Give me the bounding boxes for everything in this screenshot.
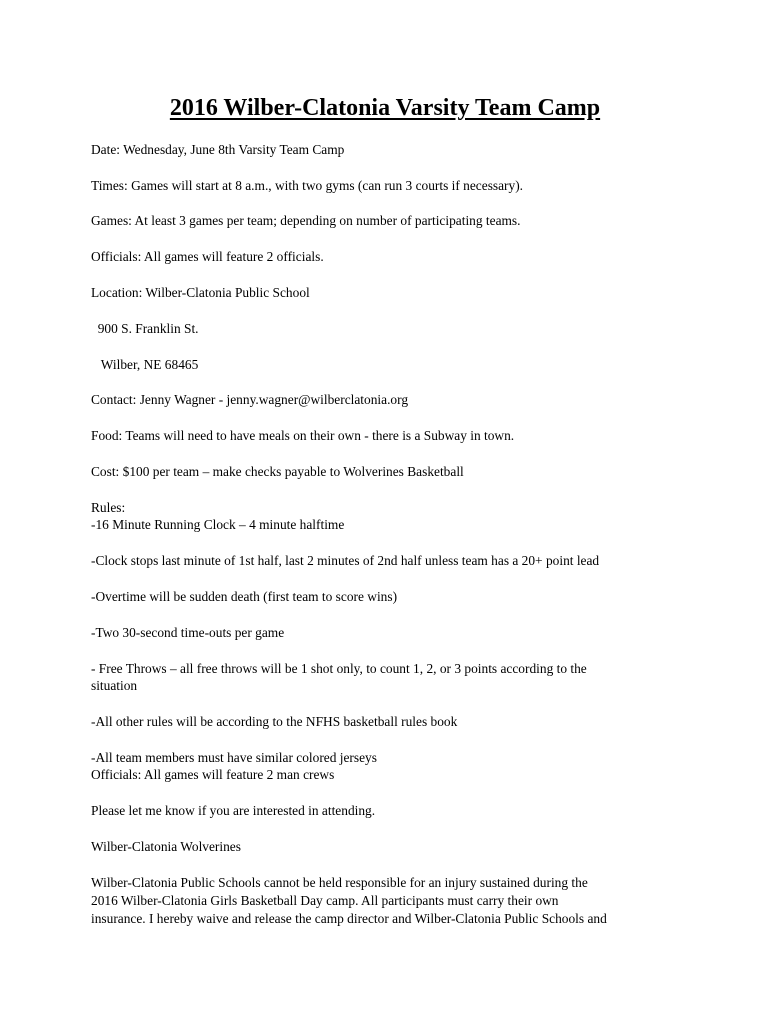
rule-clock-stops: -Clock stops last minute of 1st half, last 2 minutes of 2nd half unless team has a 20+ point lead (91, 553, 600, 568)
address-street-line: 900 S. Franklin St. (91, 321, 199, 336)
times-line: Times: Games will start at 8 a.m., with two gyms (can run 3 courts if necessary). (91, 178, 524, 193)
date-line: Date: Wednesday, June 8th Varsity Team Camp (91, 142, 345, 157)
document-title: 2016 Wilber-Clatonia Varsity Team Camp (169, 95, 601, 121)
rule-running-clock: -16 Minute Running Clock – 4 minute halftime (91, 517, 345, 532)
location-line: Location: Wilber-Clatonia Public School (91, 285, 310, 300)
waiver-line-1: Wilber-Clatonia Public Schools cannot be held responsible for an injury sustained during the (91, 875, 588, 890)
cost-line: Cost: $100 per team – make checks payable to Wolverines Basketball (91, 464, 464, 479)
rule-nfhs: -All other rules will be according to the NFHS basketball rules book (91, 714, 458, 729)
rule-timeouts: -Two 30-second time-outs per game (91, 625, 285, 640)
rule-overtime: -Overtime will be sudden death (first team to score wins) (91, 589, 398, 604)
rule-free-throws: - Free Throws – all free throws will be 1 shot only, to count 1, 2, or 3 points according to the (91, 661, 587, 676)
waiver-line-2: 2016 Wilber-Clatonia Girls Basketball Day camp. All participants must carry their own (91, 893, 559, 908)
contact-line: Contact: Jenny Wagner - jenny.wagner@wilberclatonia.org (91, 392, 409, 407)
games-line: Games: At least 3 games per team; depending on number of participating teams. (91, 213, 521, 228)
interest-line: Please let me know if you are interested in attending. (91, 803, 376, 818)
rules-heading: Rules: (91, 500, 126, 515)
rule-free-throws-cont: situation (91, 678, 138, 693)
food-line: Food: Teams will need to have meals on their own - there is a Subway in town. (91, 428, 515, 443)
signature-line: Wilber-Clatonia Wolverines (91, 839, 241, 854)
officials-crews-line: Officials: All games will feature 2 man crews (91, 767, 335, 782)
waiver-line-3: insurance. I hereby waive and release the camp director and Wilber-Clatonia Public Schools and (91, 911, 607, 926)
address-city-line: Wilber, NE 68465 (91, 357, 199, 372)
officials-line: Officials: All games will feature 2 officials. (91, 249, 324, 264)
rule-jerseys: -All team members must have similar colored jerseys (91, 750, 377, 765)
